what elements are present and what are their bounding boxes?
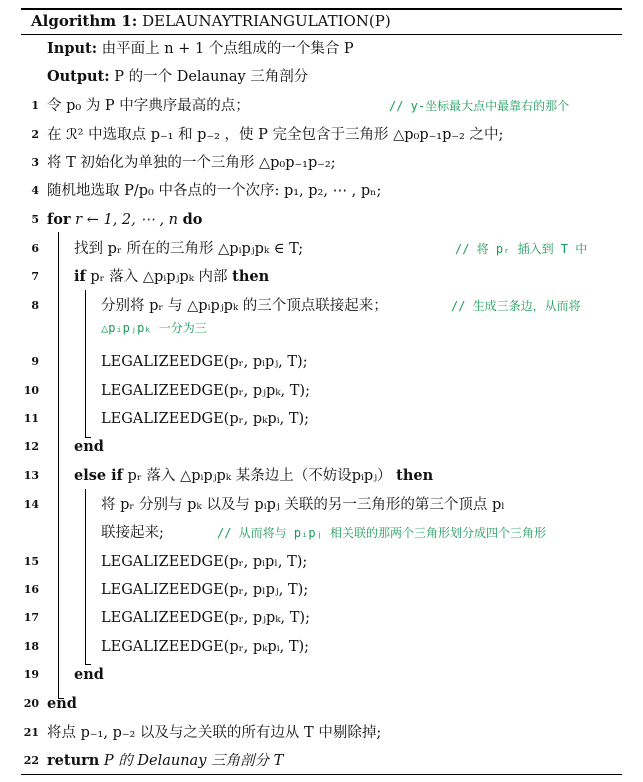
line-text: LEGALIZEEDGE(pᵣ, pⱼpₖ, T); <box>101 383 310 399</box>
line-number: 8 <box>31 299 39 312</box>
algorithm-box <box>21 8 622 775</box>
algo-line-10 <box>21 380 622 402</box>
line-text: pᵣ 落入 △pᵢpⱼpₖ 内部 <box>90 269 228 285</box>
line-number: 5 <box>31 213 39 226</box>
line-number: 16 <box>23 583 39 596</box>
algo-line-19 <box>21 664 622 686</box>
algorithm-label: Algorithm 1: <box>31 12 138 30</box>
end-keyword: end <box>74 438 104 455</box>
else-if-keyword: else if <box>74 467 123 484</box>
then-keyword: then <box>232 268 270 285</box>
if-keyword: if <box>74 268 86 285</box>
line-comment: // y-坐标最大点中最靠右的那个 <box>389 99 570 113</box>
algo-line-1 <box>21 95 622 117</box>
line-number: 20 <box>23 697 39 710</box>
algo-line-22 <box>21 750 622 772</box>
algo-line-21 <box>21 722 622 744</box>
line-text: LEGALIZEEDGE(pᵣ, pⱼpₖ, T); <box>101 610 310 626</box>
line-text: LEGALIZEEDGE(pᵣ, pᵢpₗ, T); <box>101 554 308 570</box>
line-text: LEGALIZEEDGE(pᵣ, pₗpⱼ, T); <box>101 582 309 598</box>
algo-line-15 <box>21 551 622 573</box>
algo-line-13 <box>21 465 622 487</box>
do-keyword: do <box>182 211 203 228</box>
line-text: 在 ℛ² 中选取点 p₋₁ 和 p₋₂ ，使 P 完全包含于三角形 △p₀p₋₁p₋₂ 之中; <box>47 127 504 143</box>
algo-line-14-cont <box>21 522 622 544</box>
end-keyword: end <box>47 695 77 712</box>
line-number: 3 <box>31 156 39 169</box>
line-text: 将 T 初始化为单独的一个三角形 △p₀p₋₁p₋₂; <box>47 155 336 171</box>
title-rule <box>21 34 622 35</box>
algo-line-16 <box>21 579 622 601</box>
line-text: P 的 Delaunay 三角剖分 T <box>103 753 284 769</box>
algo-line-8 <box>21 295 622 317</box>
line-text: pᵣ 落入 △pᵢpⱼpₖ 某条边上（不妨设pᵢpⱼ） <box>127 468 392 484</box>
line-comment: // 从而将与 pᵢpⱼ 相关联的那两个三角形划分成四个三角形 <box>217 526 547 540</box>
output-keyword: Output: <box>47 68 110 85</box>
line-comment: // 生成三条边，从而将 <box>451 299 581 313</box>
line-number: 18 <box>23 640 39 653</box>
algo-line-14 <box>21 494 622 516</box>
output-text: P 的一个 Delaunay 三角剖分 <box>114 69 309 85</box>
line-text: LEGALIZEEDGE(pᵣ, pₖpᵢ, T); <box>101 639 310 655</box>
line-text-cont: 联接起来; <box>101 525 164 541</box>
input-text: 由平面上 n + 1 个点组成的一个集合 P <box>101 41 354 57</box>
line-text: 将 pᵣ 分别与 pₖ 以及与 pᵢpⱼ 关联的另一三角形的第三个顶点 pₗ <box>101 497 505 513</box>
line-text: 令 p₀ 为 P 中字典序最高的点； <box>47 98 250 114</box>
line-number: 9 <box>31 355 39 368</box>
end-keyword: end <box>74 666 104 683</box>
line-number: 19 <box>23 668 39 681</box>
line-text: 分别将 pᵣ 与 △pᵢpⱼpₖ 的三个顶点联接起来； <box>101 298 388 314</box>
algo-line-18 <box>21 636 622 658</box>
algo-line-17 <box>21 607 622 629</box>
line-number: 15 <box>23 555 39 568</box>
line-text: LEGALIZEEDGE(pᵣ, pᵢpⱼ, T); <box>101 354 308 370</box>
bottom-rule <box>21 774 622 775</box>
algo-line-6 <box>21 238 622 260</box>
algo-line-2 <box>21 124 622 146</box>
line-number: 10 <box>23 384 39 397</box>
algorithm-name: DELAUNAYTRIANGULATION(P) <box>142 12 391 30</box>
algo-line-11 <box>21 408 622 430</box>
line-text: 随机地选取 P/p₀ 中各点的一个次序: p₁, p₂, ⋯ , pₙ; <box>47 183 382 199</box>
line-number: 1 <box>31 99 39 112</box>
return-keyword: return <box>47 752 100 769</box>
line-number: 14 <box>23 498 39 511</box>
algo-line-8-cont <box>21 317 622 339</box>
line-comment: // 将 pᵣ 插入到 T 中 <box>455 242 588 256</box>
line-number: 2 <box>31 128 39 141</box>
algo-line-4 <box>21 180 622 202</box>
algorithm-title <box>31 12 391 30</box>
line-number: 12 <box>23 440 39 453</box>
line-comment-cont: △pᵢpⱼpₖ 一分为三 <box>101 321 207 335</box>
then-keyword: then <box>396 467 434 484</box>
line-text: LEGALIZEEDGE(pᵣ, pₖpᵢ, T); <box>101 411 310 427</box>
top-rule <box>21 8 622 10</box>
algo-line-7 <box>21 266 622 288</box>
input-keyword: Input: <box>47 40 98 57</box>
line-number: 17 <box>23 611 39 624</box>
line-number: 13 <box>23 469 39 482</box>
algo-line-5 <box>21 209 622 231</box>
line-number: 7 <box>31 270 39 283</box>
algo-line-3 <box>21 152 622 174</box>
algo-line-9 <box>21 351 622 373</box>
line-text: r ← 1, 2, ⋯ , n <box>75 212 179 228</box>
line-number: 21 <box>23 726 39 739</box>
for-keyword: for <box>47 211 71 228</box>
line-number: 4 <box>31 184 39 197</box>
line-number: 11 <box>23 412 39 425</box>
line-text: 将点 p₋₁, p₋₂ 以及与之关联的所有边从 T 中剔除掉; <box>47 725 382 741</box>
algo-line-12 <box>21 436 622 458</box>
line-text: 找到 pᵣ 所在的三角形 △pᵢpⱼpₖ ∈ T; <box>74 241 304 257</box>
algo-line-20 <box>21 693 622 715</box>
line-number: 22 <box>23 754 39 767</box>
line-number: 6 <box>31 242 39 255</box>
